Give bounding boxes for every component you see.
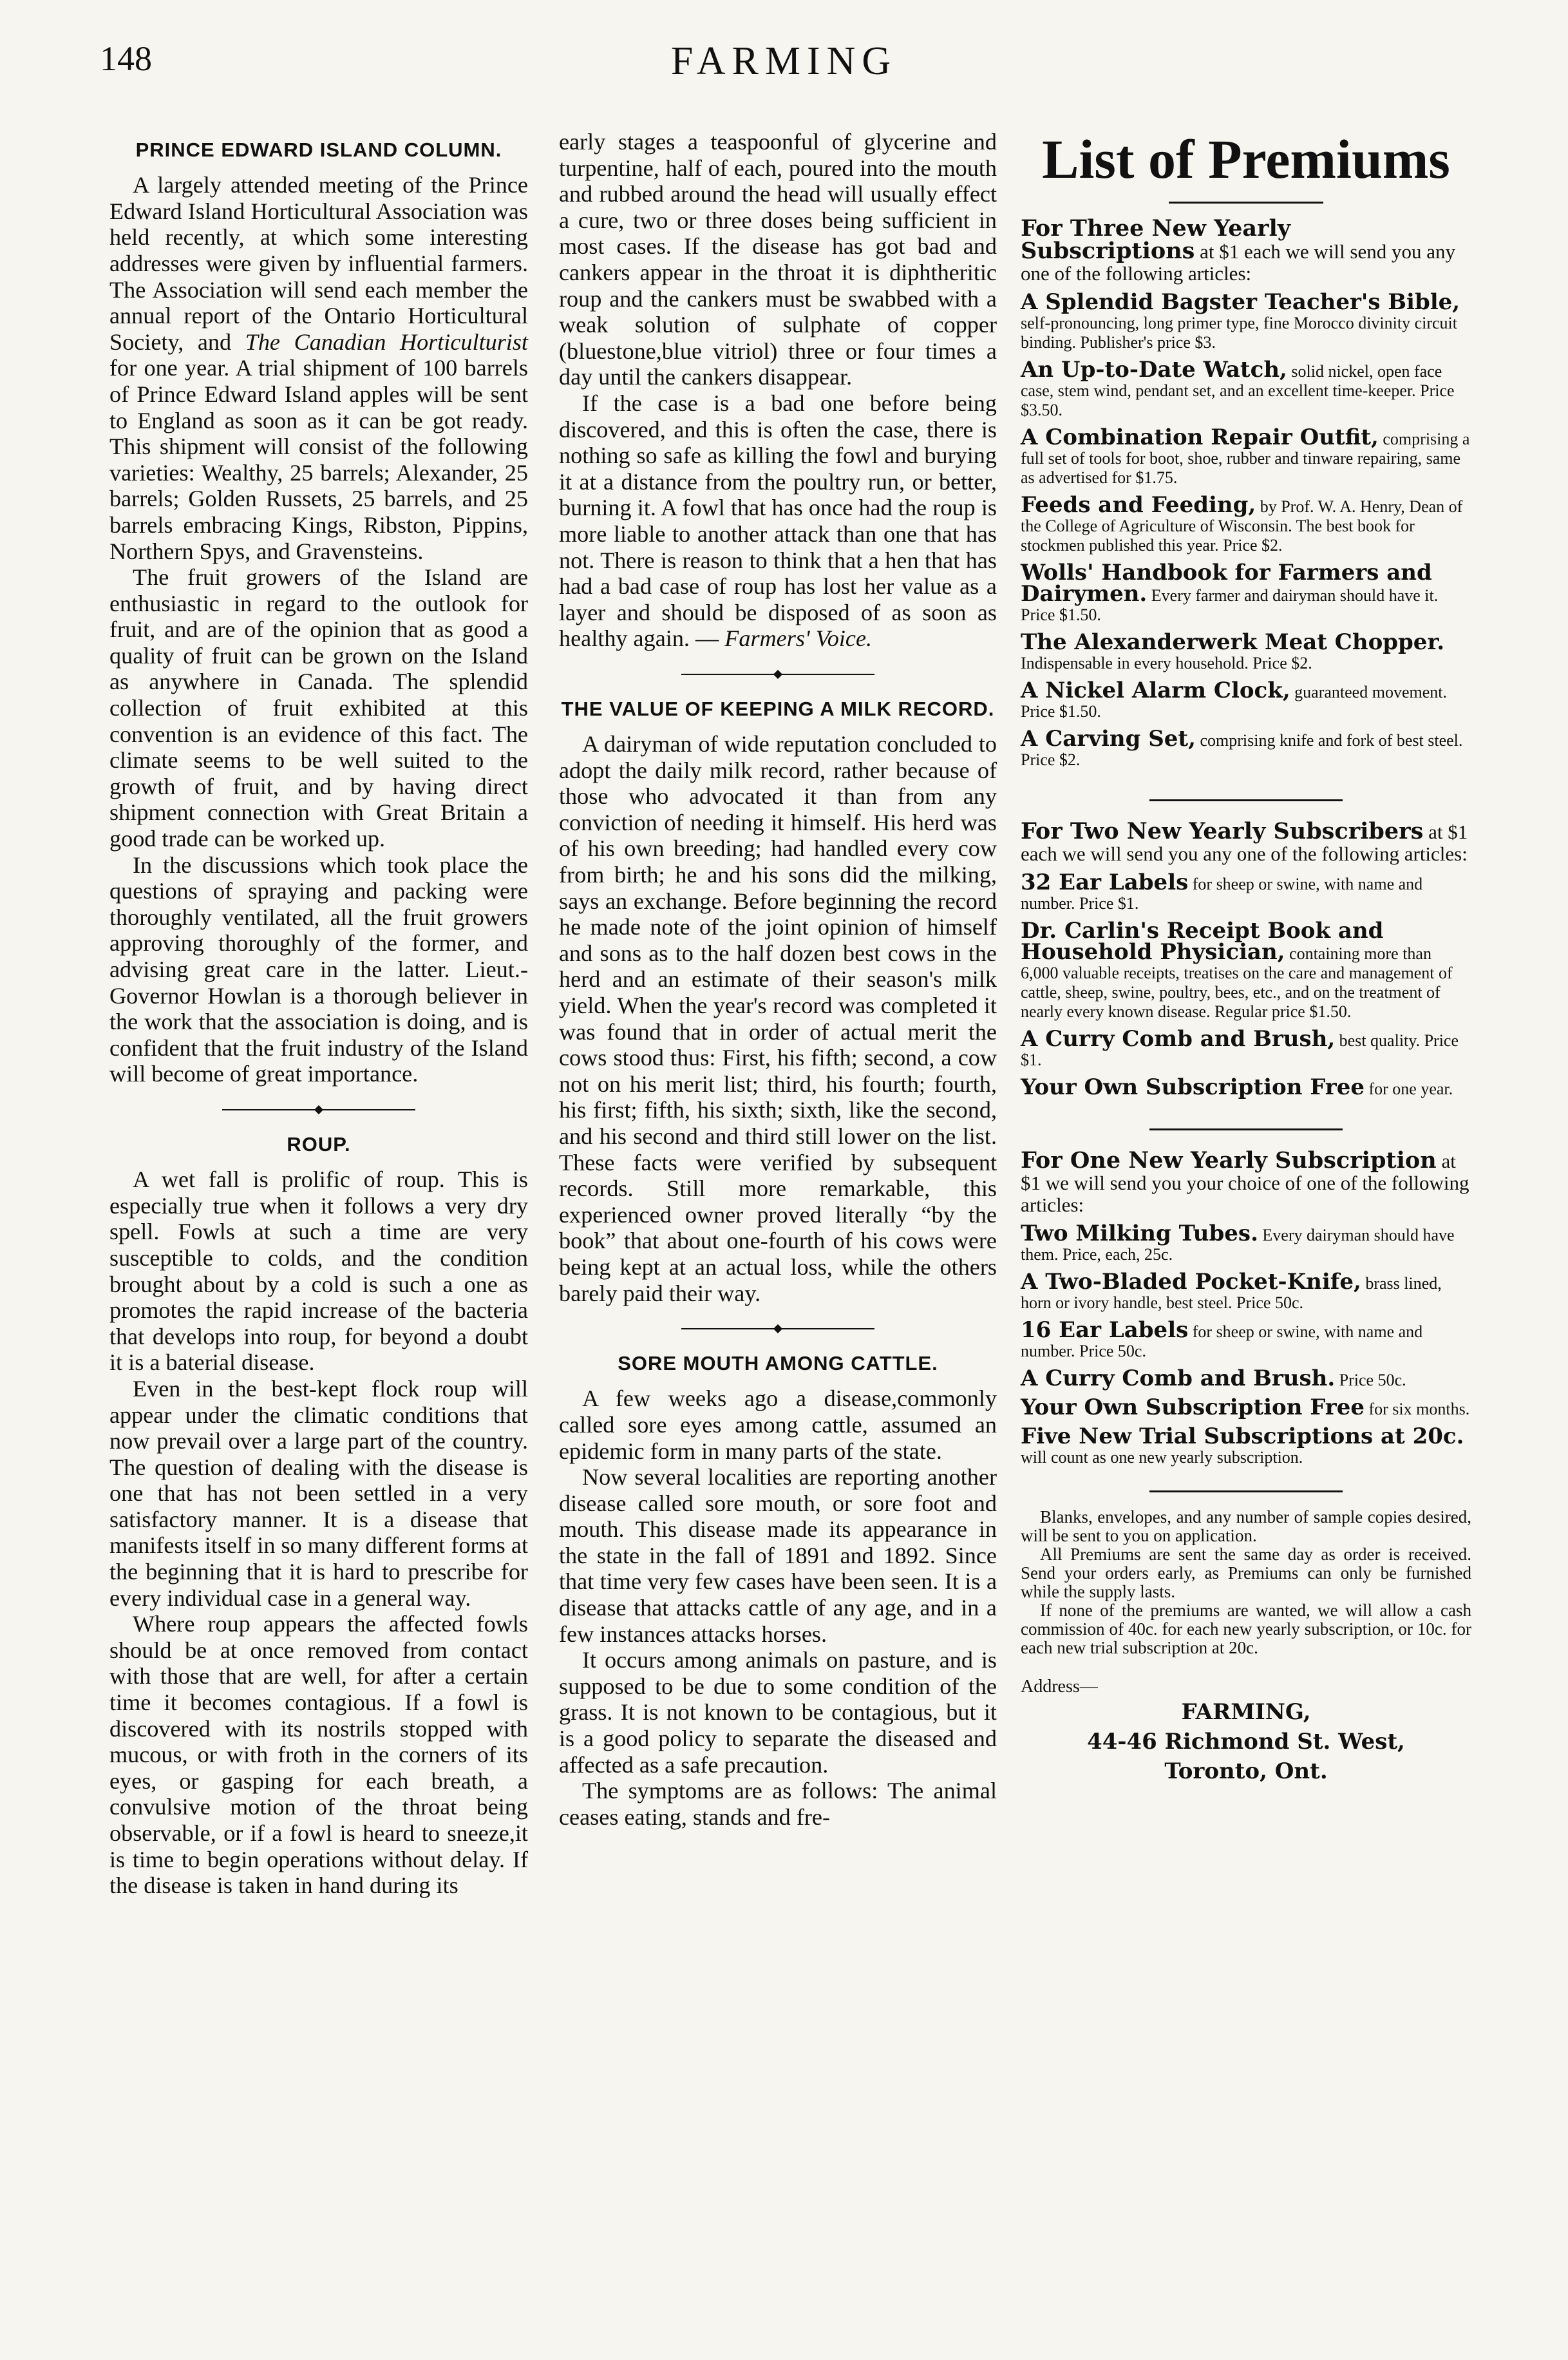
divider — [1149, 799, 1343, 801]
paragraph: In the discussions which took place the questions of spraying and packing were thoroughly ventilated, all the fruit growers approving thoroughly of the former, and advising great care in the latter. Lieut.-Governor Howlan is a thorough believer in the work that the association is doing, and is confident that the fruit industry of the Island will become of great importance. — [109, 852, 528, 1087]
paragraph: Where roup appears the affected fowls should be at once removed from contact with those that are well, for after a certain time it becomes contagious. If a fowl is discovered with its nostrils stopped with mucous, or with froth in the corners of its eyes, or gasping for each breath, a convulsive motion of the throat being observable, or if a fowl is heard to sneeze,it is time to begin operations without delay. If the disease is taken in hand during its — [109, 1611, 528, 1899]
premium-item-title: Your Own Subscription Free — [1021, 1074, 1365, 1100]
premium-item — [1021, 629, 1471, 673]
premium-item-title: A Carving Set, — [1021, 725, 1196, 752]
note-shipping: All Premiums are sent the same day as order is received. Send your orders early, as Premiums can only be furnished while the supply lasts. — [1021, 1544, 1471, 1601]
page-header — [0, 39, 1568, 122]
premium-item — [1021, 1074, 1471, 1100]
premium-item — [1021, 1365, 1471, 1391]
premium-item-title: The Alexanderwerk Meat Chopper. — [1021, 629, 1445, 655]
running-head: FARMING — [670, 39, 898, 83]
premium-item — [1021, 491, 1471, 555]
premium-item-title: A Combination Repair Outfit, — [1021, 424, 1379, 450]
paragraph: A dairyman of wide reputation concluded to adopt the daily milk record, rather because of those who advocated it than from any conviction of needing it himself. His herd was of his own breeding; had handled every cow from birth; he and his sons did the milking, says an exchange. Before beginning the record he made note of the joint opinion of himself and sons as to the half dozen best cows in the herd and an estimate of their season's milk yield. When the year's record was completed it was found that in order of actual merit the cows stood thus: First, his fifth; second, a cow not on his merit list; third, his fourth; fourth, his first; fifth, his sixth; sixth, like the second, and his second and third still lower on the list. These facts were verified by subsequent records. Still more remarkable, this experienced owner proved literally “by the book” that about one-fourth of his cows were being kept at an actual loss, while the others barely paid their way. — [559, 731, 997, 1306]
premium-item-desc: comprising a full set of tools for boot, shoe, rubber and tinware repairing, same as advertised for $1.75. — [1021, 429, 1470, 487]
premium-item-title: A Splendid Bagster Teacher's Bible, — [1021, 289, 1460, 315]
divider — [1169, 202, 1323, 204]
address-label: Address— — [1021, 1676, 1098, 1697]
premium-item-desc: by Prof. W. A. Henry, Dean of the College of Agriculture of Wisconsin. The best book for stockmen published this year. Price $2. — [1021, 497, 1463, 555]
paragraph: A wet fall is prolific of roup. This is especially true when it follows a very dry spell. Fowls at such a time are very susceptible to colds, and the condition brought about by a cold is such a one as promotes the rapid increase of the bacteria that develops into roup, for beyond a doubt it is a baterial disease. — [109, 1166, 528, 1376]
paragraph: Even in the best-kept flock roup will appear under the climatic conditions that now prevail over a large part of the country. The question of dealing with the disease is one that has not been settled in a very satisfactory manner. It is a disease that manifests itself in so many different forms at the beginning that it is hard to prescribe for every individual case in a general way. — [109, 1375, 528, 1611]
address-city: Toronto, Ont. — [1164, 1758, 1328, 1784]
paragraph: It occurs among animals on pasture, and is supposed to be due to some condition of the grass. It is not known to be contagious, but it is a good policy to separate the diseased and affected as a safe precaution. — [559, 1647, 997, 1778]
note-blanks: Blanks, envelopes, and any number of sample copies desired, will be sent to you on application. — [1021, 1507, 1471, 1545]
paragraph: early stages a teaspoonful of glycerine and turpentine, half of each, poured into the mouth and rubbed around the head will usually effect a cure, two or three doses being sufficient in most cases. If the disease has got bad and cankers appear in the throat it is diphtheritic roup and the cankers must be swabbed with a weak solution of sulphate of copper (bluestone,blue vitriol) three or four times a day until the cankers disappear. — [559, 129, 997, 390]
article-title-milk-record: THE VALUE OF KEEPING A MILK RECORD. — [561, 697, 995, 720]
premium-item-title: An Up-to-Date Watch, — [1021, 356, 1287, 383]
section-divider — [681, 674, 874, 675]
section-divider — [222, 1109, 415, 1110]
paragraph: The symptoms are as follows: The animal ceases eating, stands and fre- — [559, 1778, 997, 1830]
premium-item-desc: will count as one new yearly subscription. — [1021, 1447, 1303, 1467]
group-one-items — [1021, 1220, 1471, 1467]
premium-item-desc: comprising knife and fork of best steel. Price $2. — [1021, 730, 1463, 769]
premium-item-desc: Price 50c. — [1335, 1370, 1406, 1389]
group-three-subscriptions: For Three New Yearly Subscriptions at $1 each we will send you any one of the following articles: — [1021, 214, 1455, 285]
premium-item — [1021, 289, 1471, 352]
premium-item-title: A Curry Comb and Brush. — [1021, 1365, 1336, 1391]
premium-item — [1021, 677, 1471, 721]
premium-item-desc: best quality. Price $1. — [1021, 1031, 1459, 1069]
article-title-pei: PRINCE EDWARD ISLAND COLUMN. — [135, 138, 502, 161]
paragraph: Now several localities are reporting another disease called sore mouth, or sore foot and mouth. This disease made its appearance in the state in the fall of 1891 and 1892. Since that time very few cases have been seen. It is a disease that attacks cattle of any age, and in a few instances attacks horses. — [559, 1464, 997, 1647]
section-divider — [681, 1328, 874, 1329]
premium-item-desc: guaranteed movement. Price $1.50. — [1021, 682, 1447, 721]
premium-item — [1021, 1317, 1471, 1361]
premium-item-desc: Indispensable in every household. Price $2. — [1021, 653, 1312, 672]
note-commission: If none of the premiums are wanted, we will allow a cash commission of 40c. for each new yearly subscription, or 10c. for each new trial subscription at 20c. — [1021, 1600, 1471, 1657]
premium-item — [1021, 1394, 1471, 1420]
premium-item — [1021, 559, 1471, 625]
group-two-items — [1021, 869, 1471, 1100]
premium-item-desc: Every dairyman should have them. Price, each, 25c. — [1021, 1225, 1455, 1264]
premium-item-title: 32 Ear Labels — [1021, 869, 1189, 895]
premium-item-title: Feeds and Feeding, — [1021, 491, 1256, 518]
premium-item-title: Two Milking Tubes. — [1021, 1220, 1258, 1246]
divider — [1149, 1490, 1343, 1492]
article-title-sore-mouth: SORE MOUTH AMONG CATTLE. — [618, 1352, 938, 1375]
article-title-roup: ROUP. — [287, 1132, 351, 1156]
premium-item-title: A Nickel Alarm Clock, — [1021, 677, 1290, 703]
premium-item-title: Your Own Subscription Free — [1021, 1394, 1365, 1420]
premium-item-desc: for one year. — [1364, 1079, 1453, 1098]
premium-item-title: Wolls' Handbook for Farmers and Dairymen. — [1021, 559, 1432, 607]
column-left — [109, 129, 528, 1899]
address-street: 44-46 Richmond St. West, — [1087, 1728, 1405, 1755]
premium-item-title: A Two-Bladed Pocket-Knife, — [1021, 1268, 1361, 1295]
premiums-title: List of Premiums — [1042, 128, 1450, 190]
premium-item-desc: for sheep or swine, with name and number. Price $1. — [1021, 874, 1423, 913]
group-one-subscription: For One New Yearly Subscription at $1 we will send you your choice of one of the following articles: — [1021, 1147, 1469, 1216]
premium-item — [1021, 1423, 1471, 1467]
premium-item — [1021, 917, 1471, 1022]
group-two-subscribers: For Two New Yearly Subscribers at $1 each we will send you any one of the following articles: — [1021, 817, 1468, 865]
premium-item — [1021, 1220, 1471, 1264]
premium-item — [1021, 424, 1471, 488]
column-middle — [559, 129, 997, 1830]
premium-item-desc: solid nickel, open face case, stem wind, pendant set, and an excellent time-keeper. Price $3.50. — [1021, 361, 1455, 419]
premium-item-title: Dr. Carlin's Receipt Book and Household Physician, — [1021, 917, 1384, 965]
premium-item — [1021, 356, 1471, 420]
group-three-items — [1021, 289, 1471, 770]
premium-item-desc: for sheep or swine, with name and number. Price 50c. — [1021, 1322, 1423, 1360]
premium-item — [1021, 1268, 1471, 1313]
paragraph: The fruit growers of the Island are enthusiastic in regard to the outlook for fruit, and are of the opinion that as good a quality of fruit can be grown on the Island as anywhere in Canada. The splendid collection of fruit exhibited at this convention is an evidence of this fact. The climate seems to be well suited to the growth of fruit, and by having direct shipment connection with Great Britain a good trade can be worked up. — [109, 564, 528, 852]
paragraph: A largely attended meeting of the Prince Edward Island Horticultural Association was held recently, at which some interesting addresses were given by influential farmers. The Association will send each member the annual report of the Ontario Horticultural Society, and The Canadian Horticulturist for one year. A trial shipment of 100 barrels of Prince Edward Island apples will be sent to England as soon as it can be got ready. This shipment will consist of the following varieties: Wealthy, 25 barrels; Alexander, 25 barrels; Golden Russets, 25 barrels, and 25 barrels embracing Kings, Ribston, Pippins, Northern Spys, and Gravensteins. — [109, 172, 528, 564]
premium-item — [1021, 869, 1471, 913]
premium-item-title: 16 Ear Labels — [1021, 1317, 1189, 1343]
divider — [1149, 1128, 1343, 1130]
premium-item-title: Five New Trial Subscriptions at 20c. — [1021, 1423, 1464, 1449]
premium-item-desc: Every farmer and dairyman should have it. Price $1.50. — [1021, 585, 1439, 624]
address-name: FARMING, — [1181, 1699, 1311, 1725]
column-premiums — [1021, 129, 1471, 1786]
premium-item-desc: brass lined, horn or ivory handle, best steel. Price 50c. — [1021, 1273, 1442, 1312]
premium-item-desc: containing more than 6,000 valuable receipts, treatises on the care and management of cattle, sheep, swine, poultry, bees, etc., and on the treatment of nearly every known disease. Regular price $1.50. — [1021, 944, 1453, 1021]
premium-item-desc: self-pronouncing, long primer type, fine Morocco divinity circuit binding. Publisher's price $3. — [1021, 313, 1457, 352]
paragraph: A few weeks ago a disease,commonly called sore eyes among cattle, assumed an epidemic form in many parts of the state. — [559, 1385, 997, 1464]
paragraph: If the case is a bad one before being discovered, and this is often the case, there is nothing so safe as killing the fowl and burying it at a distance from the poultry run, or better, burning it. A fowl that has once had the roup is more liable to another attack than one that has not. There is reason to think that a hen that has had a bad case of roup has lost her value as a layer and should be disposed of as soon as healthy again. — Farmers' Voice. — [559, 390, 997, 652]
premium-item-title: A Curry Comb and Brush, — [1021, 1025, 1336, 1052]
premium-item — [1021, 1025, 1471, 1070]
premium-item — [1021, 725, 1471, 770]
premium-item-desc: for six months. — [1364, 1399, 1470, 1418]
page-number: 148 — [100, 39, 152, 78]
